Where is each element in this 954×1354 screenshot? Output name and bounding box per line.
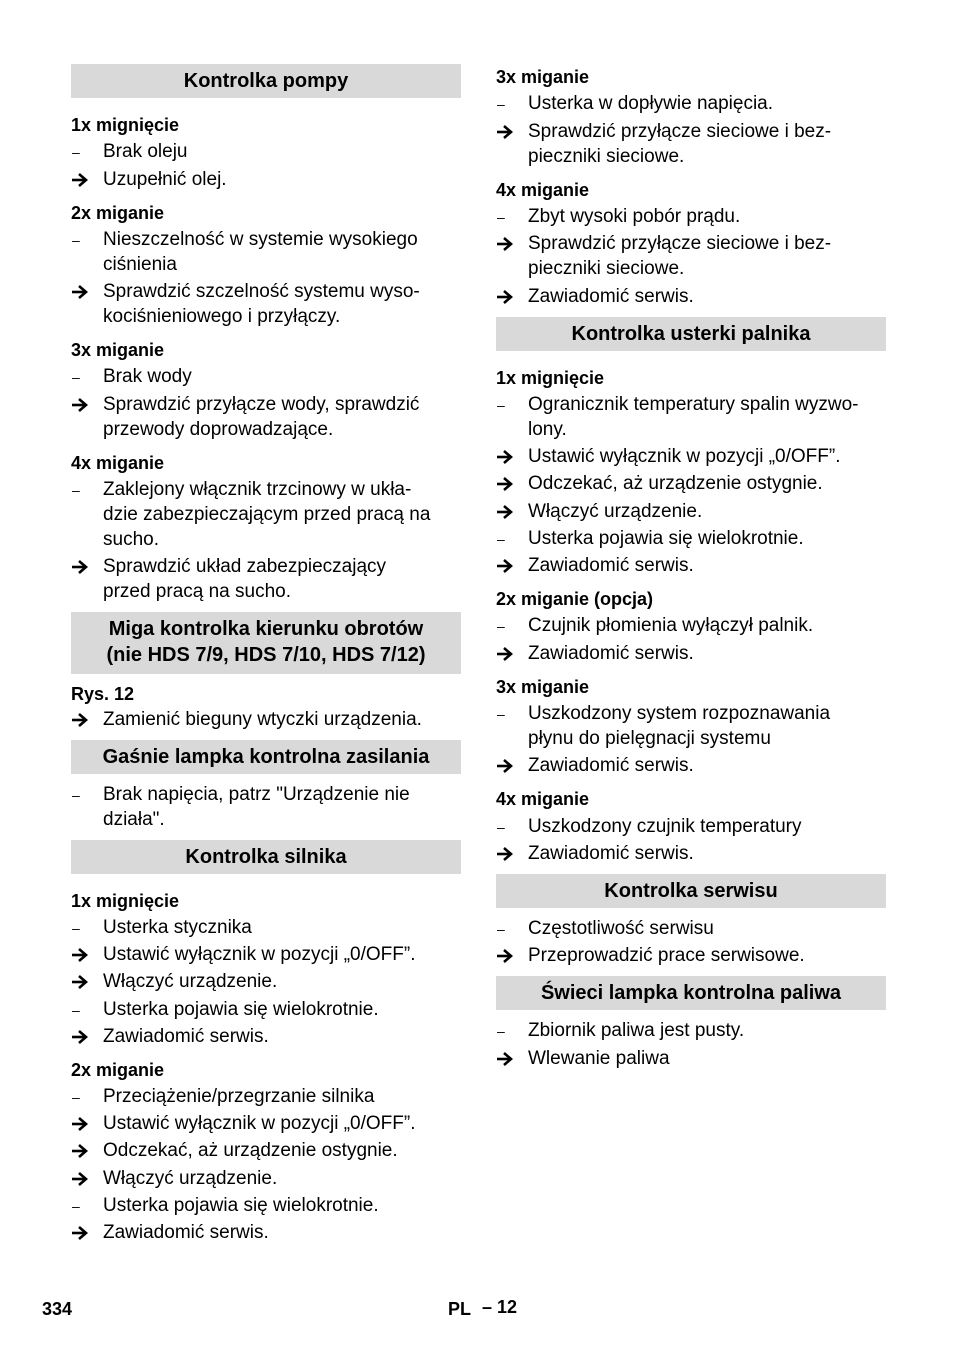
list-item: – Uszkodzony system rozpoznawania płynu do pielęgnacji systemu (496, 701, 886, 751)
dash-bullet (496, 814, 524, 840)
section-header-burner: Kontrolka usterki palnika (496, 317, 886, 351)
section-header-pump: Kontrolka pompy (71, 64, 461, 98)
subheading: 2x miganie (71, 1060, 165, 1080)
subheading: 1x mignięcie (496, 368, 605, 388)
subheading: 1x mignięcie (71, 115, 180, 135)
dash-bullet (71, 915, 99, 941)
list-item: Włączyć urządzenie. (71, 1166, 461, 1191)
dash-bullet (496, 392, 524, 418)
list-item: – Usterka pojawia się wielokrotnie. (71, 1193, 461, 1218)
page-number: 334 (42, 1299, 73, 1319)
dash-bullet (71, 1084, 99, 1110)
subheading: 2x miganie (opcja) (496, 589, 654, 609)
subheading: 3x miganie (71, 340, 165, 360)
section-header-rotation: Miga kontrolka kierunku obrotów (nie HDS 7/9, HDS 7/10, HDS 7/12) (71, 612, 461, 674)
list-item: – Usterka w dopływie napięcia. (496, 91, 886, 116)
list-item: Ustawić wyłącznik w pozycji „0/OFF”. (496, 444, 886, 469)
subheading: 3x miganie (496, 677, 590, 697)
dash-bullet (496, 526, 524, 552)
dash-bullet (496, 1018, 524, 1044)
subheading: 2x miganie (71, 203, 165, 223)
list-item: Zawiadomić serwis. (496, 753, 886, 778)
dash-bullet (71, 477, 99, 503)
list-item: Zamienić bieguny wtyczki urządzenia. (71, 707, 461, 732)
dash-bullet (71, 227, 99, 253)
list-item: – Ogranicznik temperatury spalin wyzwo- lony. (496, 392, 886, 442)
list-item: Włączyć urządzenie. (71, 969, 461, 994)
list-item: – Zbiornik paliwa jest pusty. (496, 1018, 886, 1043)
list-item: Wlewanie paliwa (496, 1046, 886, 1071)
list-item: – Zbyt wysoki pobór prądu. (496, 204, 886, 229)
list-item: Sprawdzić układ zabezpieczający przed pracą na sucho. (71, 554, 461, 604)
dash-bullet (496, 204, 524, 230)
list-item: – Brak napięcia, patrz "Urządzenie nie działa". (71, 782, 461, 832)
list-item: Zawiadomić serwis. (71, 1024, 461, 1049)
list-item: Uzupełnić olej. (71, 167, 461, 192)
list-item: Odczekać, aż urządzenie ostygnie. (71, 1138, 461, 1163)
section-number: – 12 (482, 1297, 518, 1317)
list-item: Odczekać, aż urządzenie ostygnie. (496, 471, 886, 496)
subheading: 4x miganie (71, 453, 165, 473)
dash-bullet (496, 91, 524, 117)
section-header-service: Kontrolka serwisu (496, 874, 886, 908)
subheading: 4x miganie (496, 789, 590, 809)
list-item: – Usterka pojawia się wielokrotnie. (71, 997, 461, 1022)
list-item: Zawiadomić serwis. (496, 553, 886, 578)
list-item: – Brak oleju (71, 139, 461, 164)
list-item: – Częstotliwość serwisu (496, 916, 886, 941)
dash-bullet (496, 916, 524, 942)
subheading: 3x miganie (496, 67, 590, 87)
list-item: Ustawić wyłącznik w pozycji „0/OFF”. (71, 942, 461, 967)
dash-bullet (71, 997, 99, 1023)
list-item: Sprawdzić przyłącze sieciowe i bez- pieczniki sieciowe. (496, 231, 886, 281)
section-header-fuel: Świeci lampka kontrolna paliwa (496, 976, 886, 1010)
list-item: – Brak wody (71, 364, 461, 389)
dash-bullet (71, 364, 99, 390)
subheading: 1x mignięcie (71, 891, 180, 911)
list-item: – Usterka stycznika (71, 915, 461, 940)
list-item: Zawiadomić serwis. (496, 841, 886, 866)
list-item: – Uszkodzony czujnik temperatury (496, 814, 886, 839)
list-item: Zawiadomić serwis. (496, 284, 886, 309)
subheading: 4x miganie (496, 180, 590, 200)
list-item: Sprawdzić przyłącze sieciowe i bez- pieczniki sieciowe. (496, 119, 886, 169)
list-item: Sprawdzić przyłącze wody, sprawdzić przewody doprowadzające. (71, 392, 461, 442)
list-item: – Usterka pojawia się wielokrotnie. (496, 526, 886, 551)
section-header-power: Gaśnie lampka kontrolna zasilania (71, 740, 461, 774)
dash-bullet (496, 701, 524, 727)
section-header-motor: Kontrolka silnika (71, 840, 461, 874)
dash-bullet (71, 782, 99, 808)
list-item: – Przeciążenie/przegrzanie silnika (71, 1084, 461, 1109)
list-item: Włączyć urządzenie. (496, 499, 886, 524)
dash-bullet (71, 1193, 99, 1219)
list-item: Ustawić wyłącznik w pozycji „0/OFF”. (71, 1111, 461, 1136)
subheading: Rys. 12 (71, 684, 135, 704)
dash-bullet (496, 613, 524, 639)
dash-bullet (71, 139, 99, 165)
list-item: Sprawdzić szczelność systemu wyso- kociśnieniowego i przyłączy. (71, 279, 461, 329)
list-item: – Zaklejony włącznik trzcinowy w ukła- dzie zabezpieczającym przed pracą na sucho. (71, 477, 461, 552)
language-code: PL (448, 1299, 472, 1319)
list-item: Zawiadomić serwis. (71, 1220, 461, 1245)
list-item: – Nieszczelność w systemie wysokiego ciśnienia (71, 227, 461, 277)
list-item: Przeprowadzić prace serwisowe. (496, 943, 886, 968)
list-item: Zawiadomić serwis. (496, 641, 886, 666)
list-item: – Czujnik płomienia wyłączył palnik. (496, 613, 886, 638)
